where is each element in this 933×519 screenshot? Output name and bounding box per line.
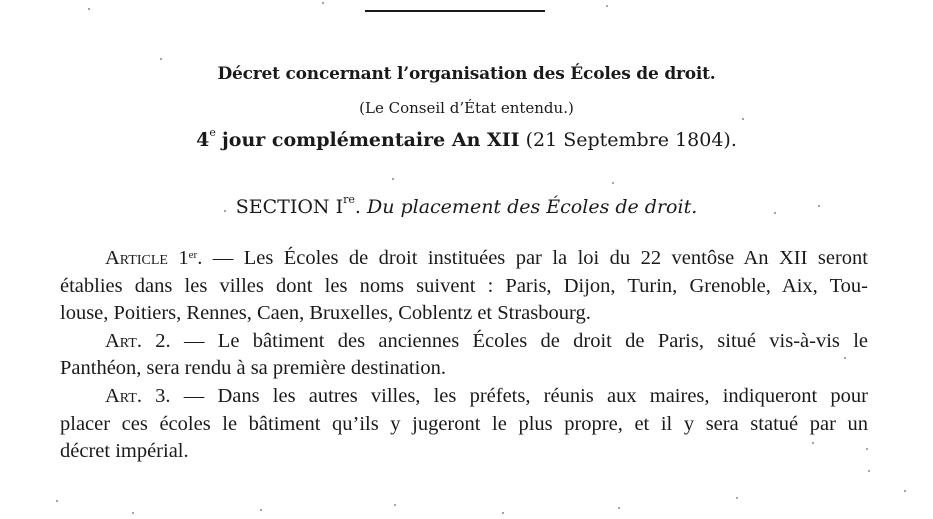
article-2-num: . 2. xyxy=(136,329,171,352)
article-2-line-1 xyxy=(60,328,868,356)
article-3-line-1 xyxy=(60,383,868,411)
article-3-label: Art xyxy=(105,384,137,407)
article-1-line-3: louse, Poitiers, Rennes, Caen, Bruxelles, Coblentz et Strasbourg. xyxy=(60,302,591,325)
article-1-num: 1 xyxy=(178,247,189,269)
section-title: Du placement des Écoles de droit. xyxy=(366,196,698,218)
top-rule xyxy=(365,10,545,12)
article-3-line-3: décret impérial. xyxy=(60,440,189,463)
decree-date xyxy=(0,126,933,151)
article-2-label: Art xyxy=(105,329,137,352)
date-day-sup: e xyxy=(209,126,216,139)
section-heading xyxy=(0,193,933,218)
decree-title: Décret concernant l’organisation des Écoles de droit. xyxy=(217,64,716,84)
article-3-line-2: placer ces écoles le bâtiment qu’ils y jugeront le plus propre, et il y sera statué par un xyxy=(60,412,868,435)
section-dot: . xyxy=(354,196,361,218)
decree-body xyxy=(60,245,868,466)
article-1-line-1 xyxy=(60,245,868,273)
article-1-label: Article xyxy=(105,247,168,269)
date-rest: (21 Septembre 1804). xyxy=(525,129,737,151)
decree-subtitle: (Le Conseil d’État entendu.) xyxy=(359,99,574,117)
article-3-num: . 3. xyxy=(136,384,171,407)
article-3-text-1: — Dans les autres villes, les préfets, réunis aux maires, indiqueront pour xyxy=(170,384,869,407)
article-3 xyxy=(60,383,868,466)
section-sup: re xyxy=(343,193,355,206)
article-1-sup: er xyxy=(188,249,198,261)
article-2-line-2: Panthéon, sera rendu à sa première destination. xyxy=(60,357,446,380)
article-2 xyxy=(60,328,868,383)
article-1 xyxy=(60,245,868,328)
article-2-text-1: — Le bâtiment des anciennes Écoles de droit de Paris, situé vis-à-vis le xyxy=(170,329,868,352)
date-day-number: 4 xyxy=(196,129,210,151)
article-1-text-1: . — Les Écoles de droit instituées par la loi du 22 ventôse An XII seront xyxy=(197,247,868,269)
section-label: SECTION I xyxy=(235,196,344,218)
article-1-line-2: établies dans les villes dont les noms suivent : Paris, Dijon, Turin, Grenoble, Aix, Tou- xyxy=(60,274,868,297)
date-bold: jour complémentaire An XII xyxy=(221,129,520,151)
